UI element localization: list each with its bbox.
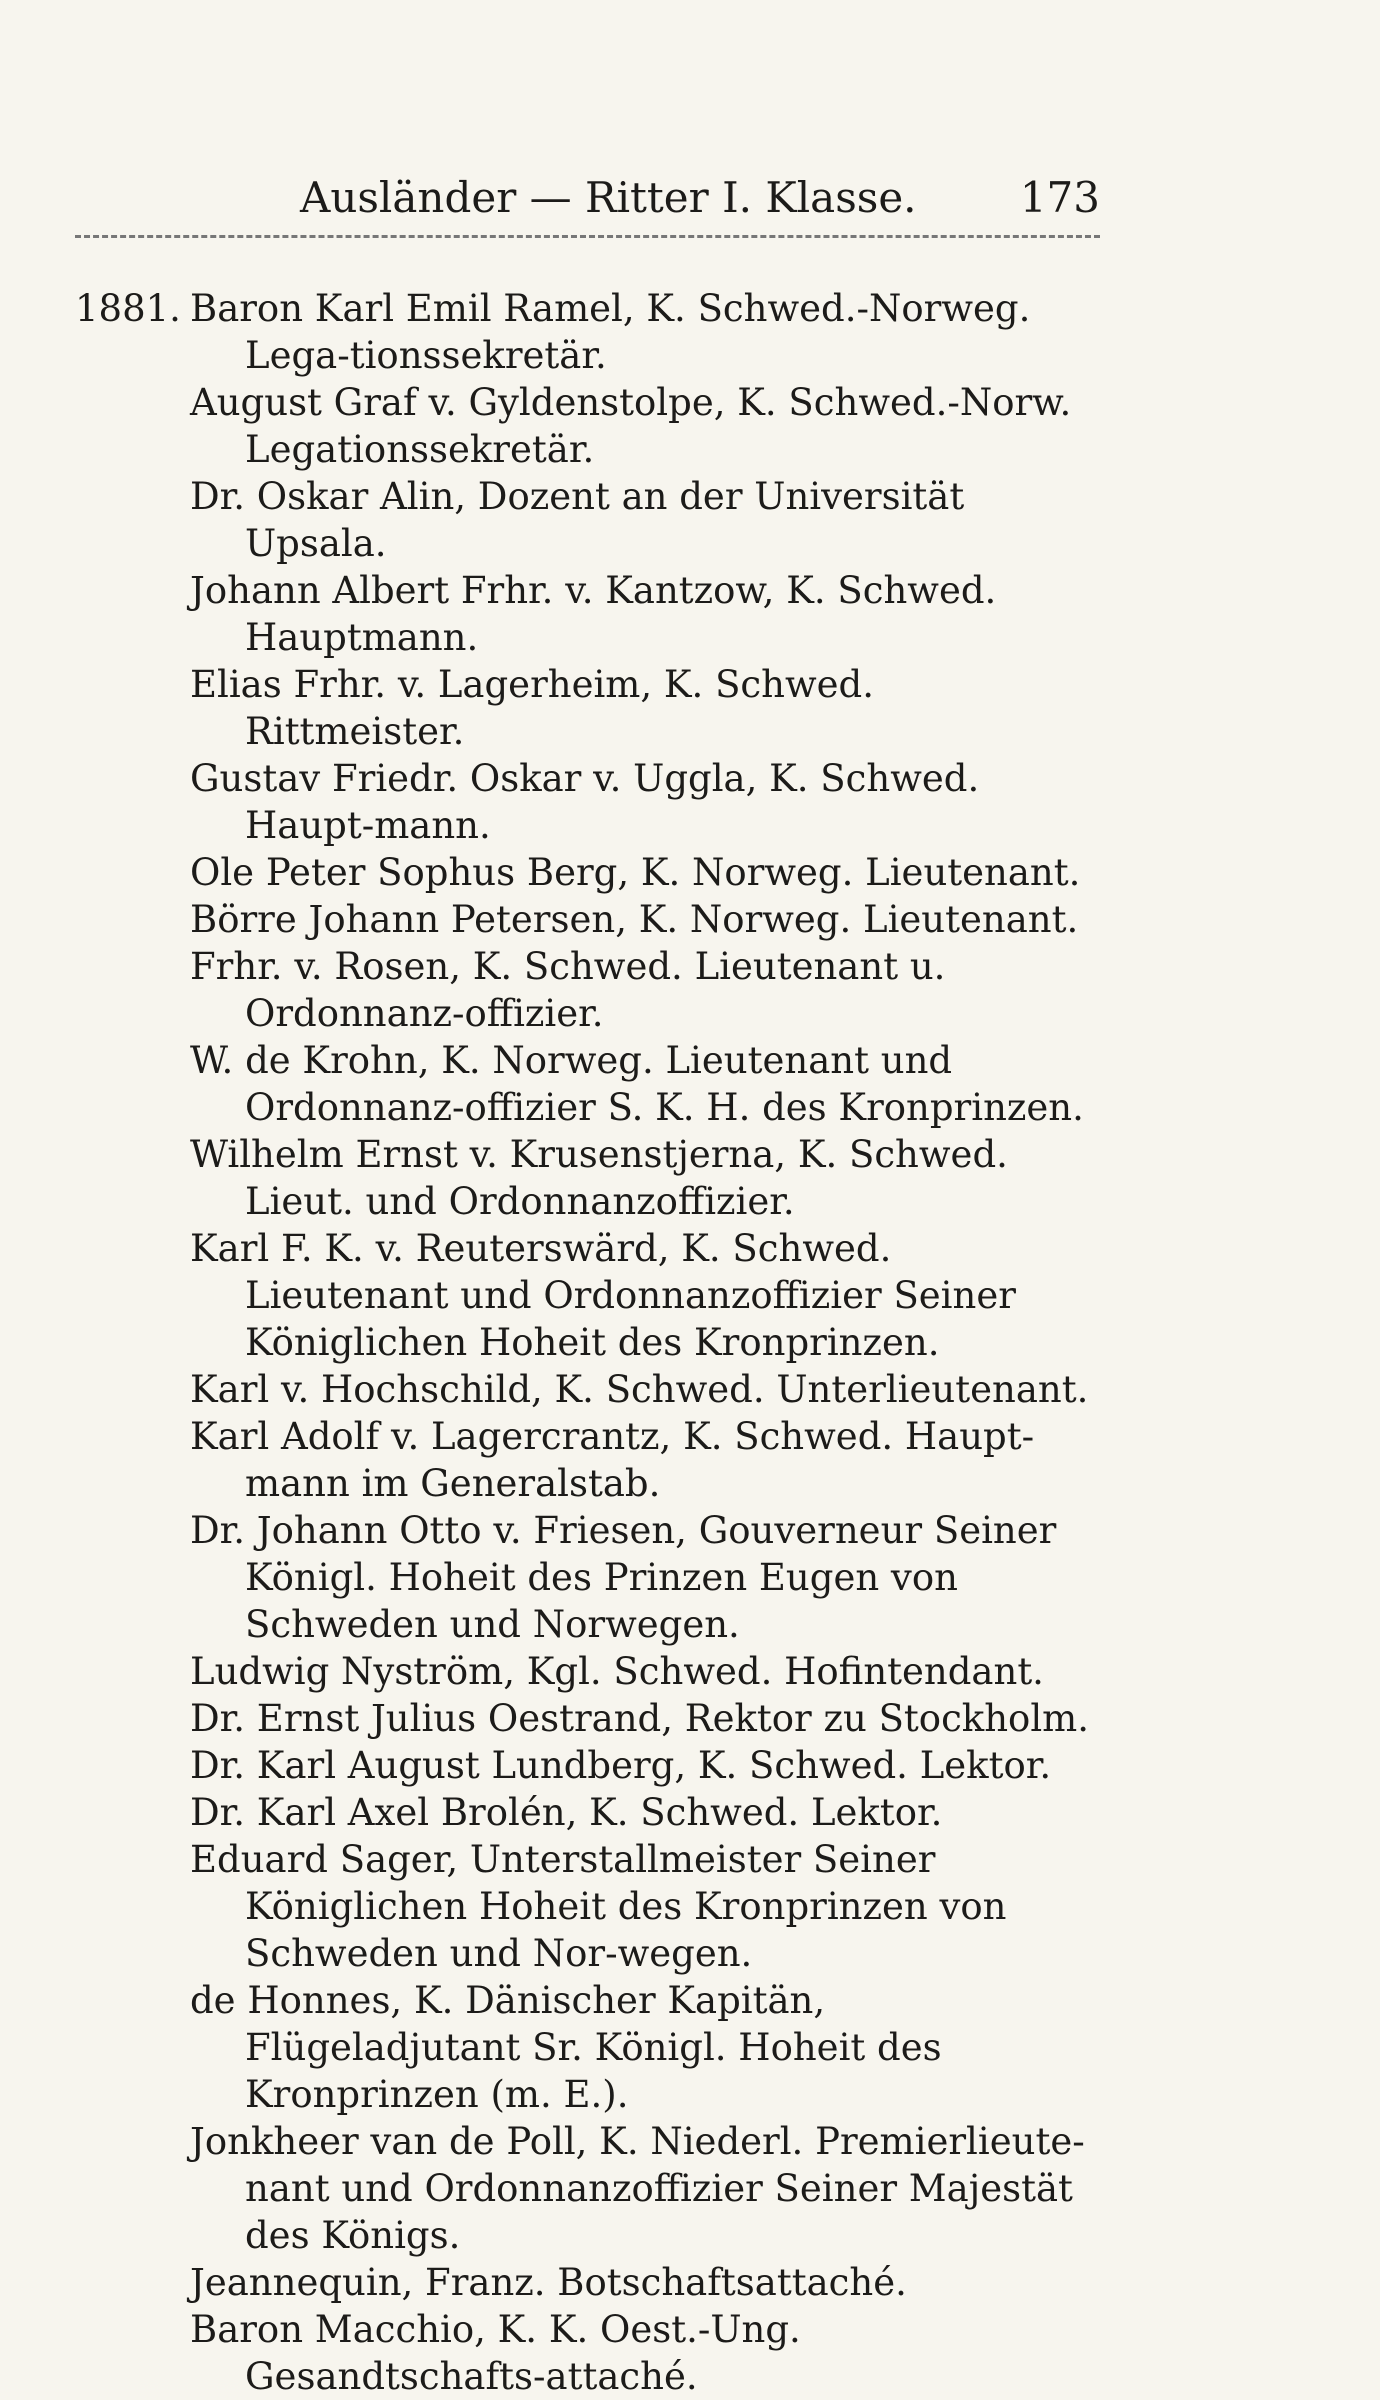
entry-text: Karl Adolf v. Lagercrantz, K. Schwed. Haupt-mann im Generalstab. bbox=[190, 1415, 1035, 1505]
entry-text: de Honnes, K. Dänischer Kapitän, Flügeladjutant Sr. Königl. Hoheit des Kronprinzen (m. E.). bbox=[190, 1979, 942, 2116]
list-item bbox=[75, 943, 1105, 1037]
year-label: 1881. bbox=[75, 287, 181, 330]
entry-text: Jonkheer van de Poll, K. Niederl. Premierlieute-nant und Ordonnanzoffizier Seiner Majestät des Königs. bbox=[190, 2120, 1085, 2257]
entry-text: Karl F. K. v. Reuterswärd, K. Schwed. Lieutenant und Ordonnanzoffizier Seiner Königlichen Hoheit des Kronprinzen. bbox=[190, 1227, 1016, 1364]
list-item bbox=[75, 1413, 1105, 1507]
entry-text: August Graf v. Gyldenstolpe, K. Schwed.-Norw. Legationssekretär. bbox=[190, 381, 1072, 471]
entry-text: Frhr. v. Rosen, K. Schwed. Lieutenant u. Ordonnanz-offizier. bbox=[190, 945, 946, 1035]
entry-text: Dr. Karl Axel Brolén, K. Schwed. Lektor. bbox=[190, 1791, 943, 1834]
entry-text: W. de Krohn, K. Norweg. Lieutenant und Ordonnanz-offizier S. K. H. des Kronprinzen. bbox=[190, 1039, 1084, 1129]
list-item bbox=[75, 755, 1105, 849]
list-item bbox=[75, 1131, 1105, 1225]
entry-text: Dr. Johann Otto v. Friesen, Gouverneur Seiner Königl. Hoheit des Prinzen Eugen von Schweden und Norwegen. bbox=[190, 1509, 1057, 1646]
list-item bbox=[75, 1037, 1105, 1131]
list-item bbox=[75, 2259, 1105, 2306]
list-item bbox=[75, 2118, 1105, 2259]
list-item bbox=[75, 661, 1105, 755]
list-item bbox=[75, 1366, 1105, 1413]
list-item bbox=[75, 285, 1105, 379]
entry-text: Baron Macchio, K. K. Oest.-Ung. Gesandtschafts-attaché. bbox=[190, 2308, 801, 2398]
list-item bbox=[75, 1648, 1105, 1695]
list-item bbox=[75, 473, 1105, 567]
entry-text: Johann Albert Frhr. v. Kantzow, K. Schwed. Hauptmann. bbox=[190, 569, 997, 659]
list-item bbox=[75, 849, 1105, 896]
list-item bbox=[75, 896, 1105, 943]
page-number: 173 bbox=[1019, 173, 1100, 222]
entry-text: Jeannequin, Franz. Botschaftsattaché. bbox=[190, 2261, 907, 2304]
list-item bbox=[75, 1742, 1105, 1789]
entry-text: Baron Karl Emil Ramel, K. Schwed.-Norweg. Lega-tionssekretär. bbox=[190, 287, 1031, 377]
running-header bbox=[300, 168, 1100, 228]
entry-text: Dr. Ernst Julius Oestrand, Rektor zu Stockholm. bbox=[190, 1697, 1090, 1740]
list-item bbox=[75, 1507, 1105, 1648]
entry-text: Elias Frhr. v. Lagerheim, K. Schwed. Rittmeister. bbox=[190, 663, 874, 753]
list-item bbox=[75, 2306, 1105, 2400]
entry-text: Dr. Oskar Alin, Dozent an der Universität Upsala. bbox=[190, 475, 965, 565]
entry-text: Dr. Karl August Lundberg, K. Schwed. Lektor. bbox=[190, 1744, 1052, 1787]
entry-text: Börre Johann Petersen, K. Norweg. Lieutenant. bbox=[190, 898, 1079, 941]
list-item bbox=[75, 1977, 1105, 2118]
list-item bbox=[75, 1225, 1105, 1366]
entry-list bbox=[75, 285, 1105, 2400]
entry-text: Karl v. Hochschild, K. Schwed. Unterlieutenant. bbox=[190, 1368, 1089, 1411]
list-item bbox=[75, 379, 1105, 473]
header-title: Ausländer — Ritter I. Klasse. bbox=[300, 173, 917, 222]
entry-text: Gustav Friedr. Oskar v. Uggla, K. Schwed. Haupt-mann. bbox=[190, 757, 980, 847]
list-item bbox=[75, 1695, 1105, 1742]
entry-text: Ole Peter Sophus Berg, K. Norweg. Lieutenant. bbox=[190, 851, 1081, 894]
header-rule bbox=[75, 235, 1100, 238]
list-item bbox=[75, 1789, 1105, 1836]
entry-text: Eduard Sager, Unterstallmeister Seiner Königlichen Hoheit des Kronprinzen von Schweden und Nor-wegen. bbox=[190, 1838, 1007, 1975]
entry-text: Ludwig Nyström, Kgl. Schwed. Hofintendant. bbox=[190, 1650, 1044, 1693]
entry-text: Wilhelm Ernst v. Krusenstjerna, K. Schwed. Lieut. und Ordonnanzoffizier. bbox=[190, 1133, 1008, 1223]
list-item bbox=[75, 567, 1105, 661]
list-item bbox=[75, 1836, 1105, 1977]
